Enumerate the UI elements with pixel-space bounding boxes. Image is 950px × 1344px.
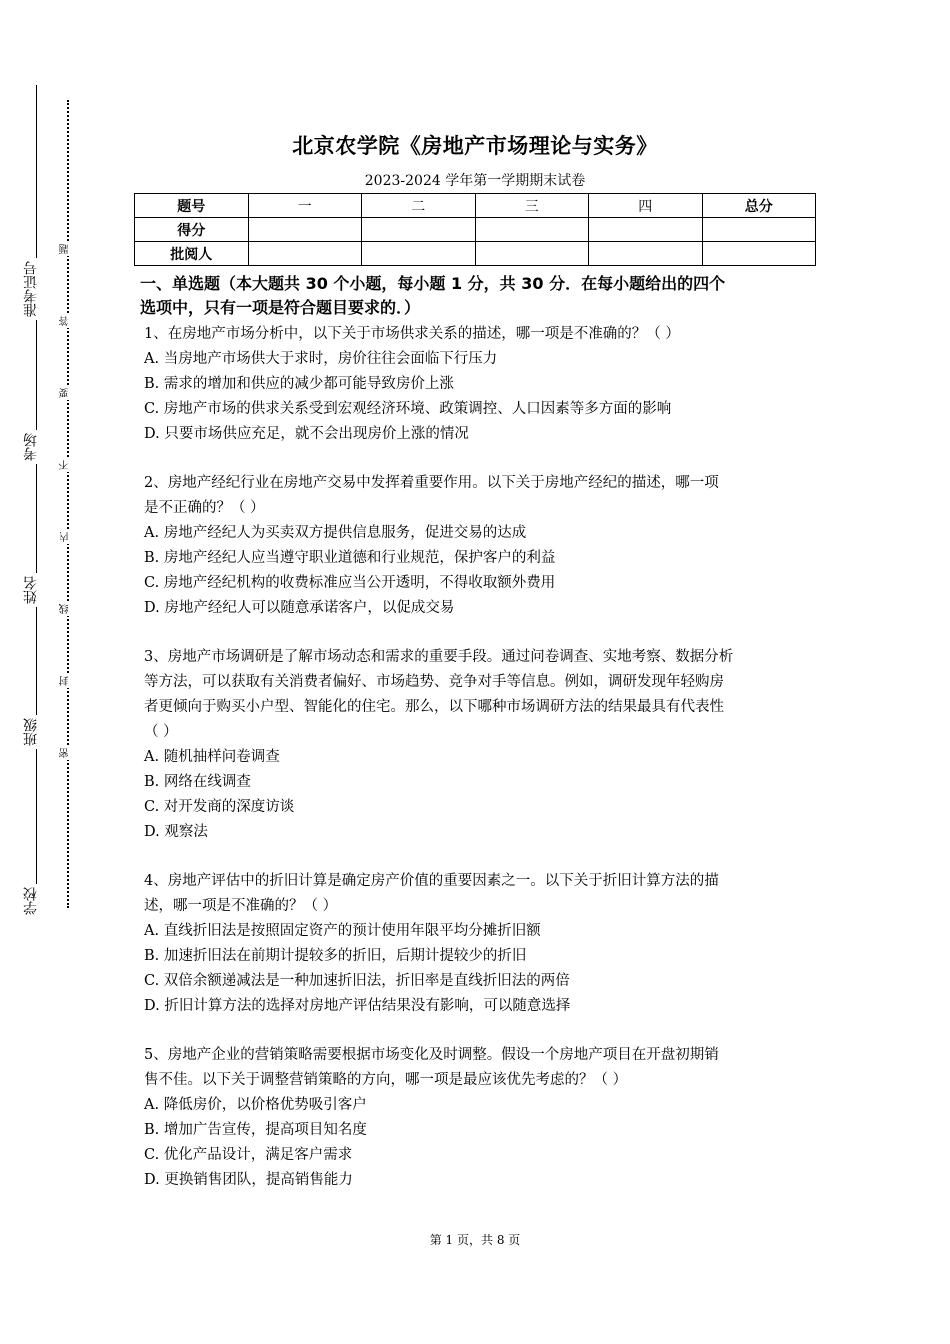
question-4 bbox=[144, 869, 812, 1019]
option-a: A. 降低房价，以价格优势吸引客户 bbox=[144, 1097, 367, 1113]
option-c: C. 对开发商的深度访谈 bbox=[144, 799, 295, 815]
section-heading-line: 选项中，只有一项是符合题目要求的．） bbox=[140, 298, 421, 317]
question-content bbox=[140, 272, 812, 1217]
question-stem: 2、房地产经纪行业在房地产交易中发挥着重要作用。以下关于房地产经纪的描述，哪一项 bbox=[144, 475, 719, 491]
score-table-header: 二 bbox=[362, 194, 476, 218]
option-a: A. 房地产经纪人为买卖双方提供信息服务，促进交易的达成 bbox=[144, 525, 527, 541]
binding-warning-char: 答 bbox=[60, 314, 76, 328]
score-cell bbox=[362, 218, 476, 242]
score-cell bbox=[248, 242, 362, 266]
binding-warning-char: 线 bbox=[60, 602, 76, 616]
binding-warning-char: 封 bbox=[60, 674, 76, 688]
score-table-row bbox=[135, 242, 816, 266]
question-stem: 者更倾向于购买小户型、智能化的住宅。那么，以下哪种市场调研方法的结果最具有代表性 bbox=[144, 699, 724, 715]
score-cell bbox=[589, 218, 703, 242]
score-cell bbox=[475, 242, 589, 266]
score-table-row-label: 得分 bbox=[135, 218, 249, 242]
option-b: B. 房地产经纪人应当遵守职业道德和行业规范，保护客户的利益 bbox=[144, 550, 556, 566]
option-b: B. 增加广告宣传，提高项目知名度 bbox=[144, 1122, 367, 1138]
score-cell bbox=[248, 218, 362, 242]
question-3 bbox=[144, 645, 812, 845]
score-cell bbox=[702, 218, 816, 242]
exam-subtitle: 2023-2024 学年第一学期期末试卷 bbox=[364, 173, 586, 189]
score-cell bbox=[589, 242, 703, 266]
binding-warning-char: 题 bbox=[60, 242, 76, 256]
page-footer: 第 1 页，共 8 页 bbox=[429, 1233, 521, 1247]
option-d: D. 观察法 bbox=[144, 824, 208, 840]
binding-field-exam-number: 准考证号 bbox=[22, 258, 48, 320]
option-a: A. 当房地产市场供大于求时，房价往往会面临下行压力 bbox=[144, 351, 498, 367]
question-stem: 4、房地产评估中的折旧计算是确定房产价值的重要因素之一。以下关于折旧计算方法的描 bbox=[144, 873, 719, 889]
option-c: C. 房地产经纪机构的收费标准应当公开透明，不得收取额外费用 bbox=[144, 575, 556, 591]
binding-warning-char: 内 bbox=[60, 530, 76, 544]
option-d: D. 只要市场供应充足，就不会出现房价上涨的情况 bbox=[144, 426, 469, 442]
binding-warning-char: 密 bbox=[60, 746, 76, 760]
section-heading bbox=[140, 272, 812, 320]
binding-field-class: 班级 bbox=[22, 715, 48, 749]
binding-warning-char: 不 bbox=[60, 458, 76, 472]
question-5 bbox=[144, 1043, 812, 1193]
question-stem: 售不佳。以下关于调整营销策略的方向，哪一项是最应该优先考虑的？（ ） bbox=[144, 1072, 628, 1088]
option-c: C. 房地产市场的供求关系受到宏观经济环境、政策调控、人口因素等多方面的影响 bbox=[144, 401, 672, 417]
question-2 bbox=[144, 471, 812, 621]
option-d: D. 更换销售团队，提高销售能力 bbox=[144, 1172, 353, 1188]
score-table bbox=[134, 193, 816, 266]
question-stem: 3、房地产市场调研是了解市场动态和需求的重要手段。通过问卷调查、实地考察、数据分析 bbox=[144, 649, 734, 665]
binding-solid-line bbox=[36, 85, 37, 905]
question-stem: 是不正确的？（ ） bbox=[144, 500, 265, 516]
score-table-header: 一 bbox=[248, 194, 362, 218]
section-heading-line: 一、单选题（本大题共 30 个小题，每小题 1 分，共 30 分．在每小题给出的四个 bbox=[140, 274, 726, 293]
score-table-header: 题号 bbox=[135, 194, 249, 218]
question-stem: 5、房地产企业的营销策略需要根据市场变化及时调整。假设一个房地产项目在开盘初期销 bbox=[144, 1047, 719, 1063]
score-cell bbox=[362, 242, 476, 266]
option-c: C. 优化产品设计，满足客户需求 bbox=[144, 1147, 353, 1163]
option-b: B. 需求的增加和供应的减少都可能导致房价上涨 bbox=[144, 376, 454, 392]
option-b: B. 加速折旧法在前期计提较多的折旧，后期计提较少的折旧 bbox=[144, 948, 527, 964]
score-table-header: 三 bbox=[475, 194, 589, 218]
score-cell bbox=[702, 242, 816, 266]
question-stem: （ ） bbox=[144, 724, 178, 740]
question-stem: 等方法，可以获取有关消费者偏好、市场趋势、竞争对手等信息。例如，调研发现年轻购房 bbox=[144, 674, 724, 690]
score-cell bbox=[475, 218, 589, 242]
exam-title: 北京农学院《房地产市场理论与实务》 bbox=[292, 134, 658, 158]
binding-field-school: 学校 bbox=[22, 884, 48, 918]
question-stem: 1、在房地产市场分析中，以下关于市场供求关系的描述，哪一项是不准确的？（ ） bbox=[144, 326, 680, 342]
option-b: B. 网络在线调查 bbox=[144, 774, 251, 790]
option-d: D. 折旧计算方法的选择对房地产评估结果没有影响，可以随意选择 bbox=[144, 998, 571, 1014]
score-table-header-row bbox=[135, 194, 816, 218]
binding-field-exam-room: 考场 bbox=[22, 430, 48, 464]
option-c: C. 双倍余额递减法是一种加速折旧法，折旧率是直线折旧法的两倍 bbox=[144, 973, 570, 989]
binding-warning-char: 要 bbox=[60, 386, 76, 400]
question-1 bbox=[144, 322, 812, 447]
binding-field-name: 姓名 bbox=[22, 573, 48, 607]
score-table-row-label: 批阅人 bbox=[135, 242, 249, 266]
option-a: A. 直线折旧法是按照固定资产的预计使用年限平均分摊折旧额 bbox=[144, 923, 541, 939]
question-stem: 述，哪一项是不准确的？（ ） bbox=[144, 898, 338, 914]
option-d: D. 房地产经纪人可以随意承诺客户，以促成交易 bbox=[144, 600, 455, 616]
score-table-header: 总分 bbox=[702, 194, 816, 218]
option-a: A. 随机抽样问卷调查 bbox=[144, 749, 280, 765]
binding-dotted-line bbox=[67, 100, 69, 908]
score-table-row bbox=[135, 218, 816, 242]
score-table-header: 四 bbox=[589, 194, 703, 218]
